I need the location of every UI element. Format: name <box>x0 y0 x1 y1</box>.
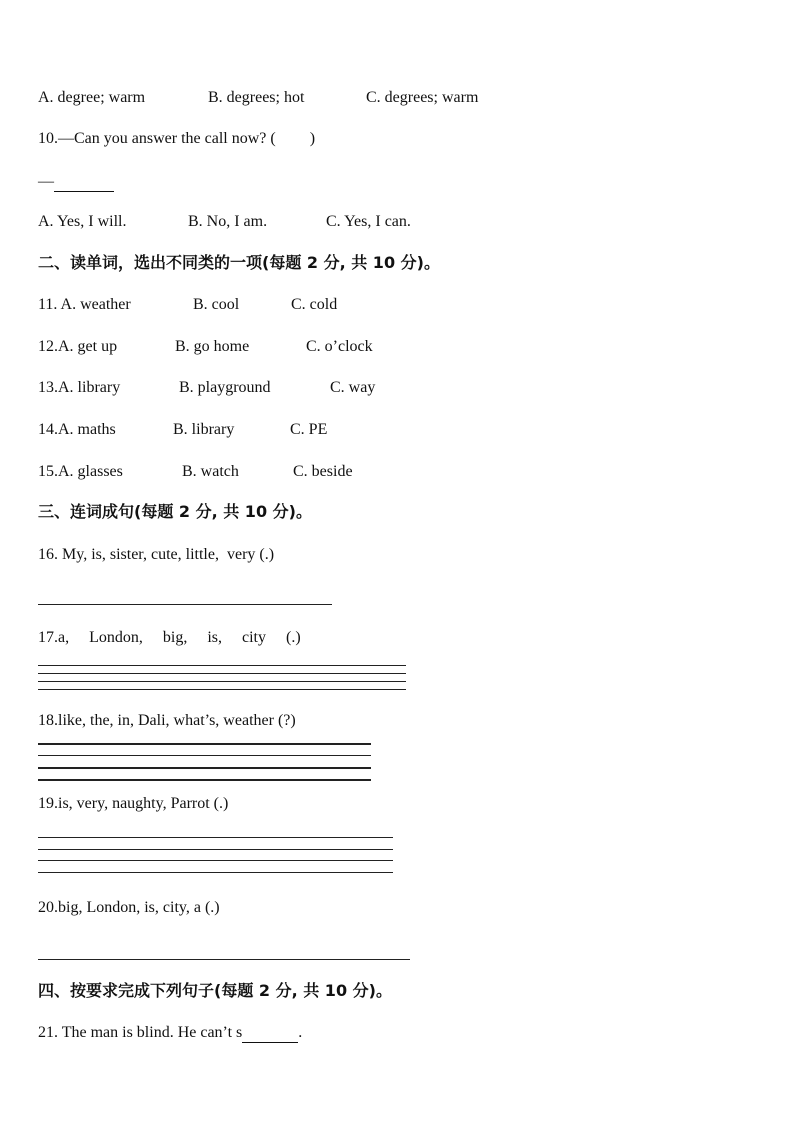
q18-writing-line-2[interactable] <box>38 755 371 756</box>
q9-option-a: A. degree; warm <box>38 89 146 106</box>
q11-option-c: C. cold <box>291 296 338 313</box>
section4-heading: 四、按要求完成下列句子(每题 2 分, 共 10 分)。 <box>38 981 392 1000</box>
q11-option-b: B. cool <box>193 296 240 313</box>
q12-option-b: B. go home <box>175 338 250 355</box>
q12-option-a: 12.A. get up <box>38 338 118 355</box>
section2-heading: 二、读单词，选出不同类的一项(每题 2 分, 共 10 分)。 <box>38 253 440 272</box>
q14-option-b: B. library <box>173 421 235 438</box>
q10-dash: — <box>38 173 54 190</box>
q21-period: . <box>298 1024 303 1041</box>
q10-question <box>38 129 315 149</box>
q10-option-b: B. No, I am. <box>188 213 268 230</box>
q13-option-c: C. way <box>330 379 376 396</box>
q13-option-b: B. playground <box>179 379 271 396</box>
q9-option-b: B. degrees; hot <box>208 89 305 106</box>
q10-close-paren: ) <box>309 130 316 147</box>
q19-writing-line-4[interactable] <box>38 872 393 873</box>
q18-writing-line-1[interactable] <box>38 743 371 745</box>
q16-answer-line[interactable] <box>38 604 332 605</box>
q21-question <box>38 1023 302 1043</box>
q18-writing-line-3[interactable] <box>38 767 371 769</box>
q10-stem: 10.—Can you answer the call now? ( <box>38 130 276 147</box>
q14-option-a: 14.A. maths <box>38 421 116 438</box>
q18-prompt: 18.like, the, in, Dali, what’s, weather (?) <box>38 712 296 729</box>
q11-option-a: 11. A. weather <box>38 296 131 313</box>
q21-blank[interactable] <box>242 1026 298 1043</box>
q10-option-a: A. Yes, I will. <box>38 213 127 230</box>
q17-writing-line-4[interactable] <box>38 689 406 690</box>
q16-prompt: 16. My, is, sister, cute, little, very (.) <box>38 546 275 563</box>
q19-writing-line-2[interactable] <box>38 849 393 850</box>
q19-writing-line-1[interactable] <box>38 837 393 838</box>
q21-stem: 21. The man is blind. He can’t s <box>38 1024 243 1041</box>
q17-writing-line-3[interactable] <box>38 681 406 682</box>
q19-prompt: 19.is, very, naughty, Parrot (.) <box>38 795 229 812</box>
q18-writing-line-4[interactable] <box>38 779 371 781</box>
q10-answer-line <box>38 172 114 192</box>
q14-option-c: C. PE <box>290 421 328 438</box>
q17-writing-line-2[interactable] <box>38 673 406 674</box>
q19-writing-line-3[interactable] <box>38 860 393 861</box>
q12-option-c: C. o’clock <box>306 338 373 355</box>
q15-option-c: C. beside <box>293 463 353 480</box>
section3-heading: 三、连词成句(每题 2 分, 共 10 分)。 <box>38 502 312 521</box>
q17-writing-line-1[interactable] <box>38 665 406 666</box>
q20-answer-line[interactable] <box>38 959 410 960</box>
q20-prompt: 20.big, London, is, city, a (.) <box>38 899 220 916</box>
q10-option-c: C. Yes, I can. <box>326 213 411 230</box>
q9-option-c: C. degrees; warm <box>366 89 479 106</box>
q15-option-a: 15.A. glasses <box>38 463 123 480</box>
q15-option-b: B. watch <box>182 463 239 480</box>
q17-prompt: 17.a, London, big, is, city (.) <box>38 629 301 646</box>
q13-option-a: 13.A. library <box>38 379 121 396</box>
q10-blank[interactable] <box>54 175 114 192</box>
